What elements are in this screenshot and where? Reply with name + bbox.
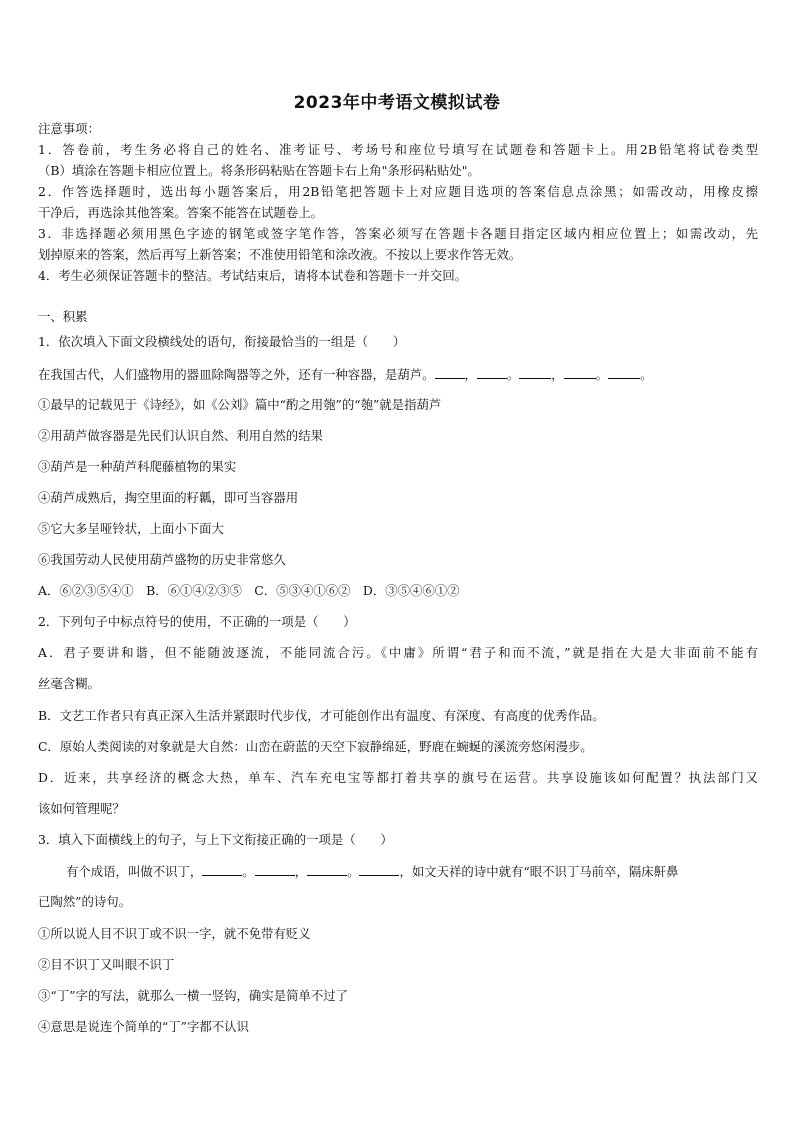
notice-line: 干净后，再选涂其他答案。答案不能答在试题卷上。 xyxy=(38,205,323,220)
question-2-choice-a: A．君子要讲和谐，但不能随波逐流，不能同流合污。《中庸》所谓“君子和而不流，”就是指在大是大非面前不能有 xyxy=(38,645,758,660)
passage-text: 在我国古代，人们盛物用的器皿除陶器等之外，还有一种容器，是葫芦。 xyxy=(38,367,435,382)
question-1-passage xyxy=(38,366,758,383)
answer-blank[interactable] xyxy=(255,863,295,876)
question-2-choice-c: C．原始人类阅读的对象就是大自然：山峦在蔚蓝的天空下寂静绵延，野鹿在蜿蜒的溪流旁悠闲漫步。 xyxy=(38,739,593,754)
question-3-stem: 3．填入下面横线上的句子，与上下文衔接正确的一项是（ ） xyxy=(38,832,393,847)
punctuation: 。 xyxy=(506,367,520,382)
question-1-option: ④葫芦成熟后，掏空里面的籽瓤，即可当容器用 xyxy=(38,490,299,505)
question-2-choice-a-cont: 丝毫含糊。 xyxy=(38,676,100,691)
question-1-option: ②用葫芦做容器是先民们认识自然、利用自然的结果 xyxy=(38,428,323,443)
punctuation: 。 xyxy=(347,864,360,879)
question-1-option: ⑤它大多呈哑铃状，上面小下面大 xyxy=(38,521,224,536)
question-1-choices: A．⑥②③⑤④① B．⑥①④②③⑤ C．⑤③④①⑥② D．③⑤④⑥①② xyxy=(38,583,460,598)
passage-text: ，如文天祥的诗中就有“眼不识丁马前卒，隔床鼾鼻 xyxy=(399,864,679,879)
answer-blank[interactable] xyxy=(307,863,347,876)
question-2-choice-b: B．文艺工作者只有真正深入生活并紧跟时代步伐，才可能创作出有温度、有深度、有高度的优秀作品。 xyxy=(38,708,605,723)
answer-blank[interactable] xyxy=(477,366,507,379)
answer-blank[interactable] xyxy=(564,366,596,379)
question-2-choice-d-cont: 该如何管理呢？ xyxy=(38,801,125,816)
answer-blank[interactable] xyxy=(435,366,465,379)
question-3-option: ②目不识丁又叫眼不识丁 xyxy=(38,957,175,972)
notice-line: 4．考生必须保证答题卡的整洁。考试结束后，请将本试卷和答题卡一并交回。 xyxy=(38,268,468,283)
question-1-option: ③葫芦是一种葫芦科爬藤植物的果实 xyxy=(38,459,237,474)
passage-text: 有个成语，叫做不识丁， xyxy=(66,864,203,879)
answer-blank[interactable] xyxy=(202,863,242,876)
question-3-passage-cont: 已陶然”的诗句。 xyxy=(38,894,132,909)
answer-blank[interactable] xyxy=(519,366,551,379)
punctuation: 。 xyxy=(242,864,255,879)
question-2-choice-d: D．近来，共享经济的概念大热，单车、汽车充电宝等都打着共享的旗号在运营。共享设施该如何配置？执法部门又 xyxy=(38,770,758,785)
question-3-option: ④意思是说连个简单的“丁”字都不认识 xyxy=(38,1019,249,1034)
section-heading: 一、积累 xyxy=(38,309,88,324)
question-1-stem: 1．依次填入下面文段横线处的语句，衔接最恰当的一组是（ ） xyxy=(38,334,406,349)
punctuation: 。 xyxy=(640,367,653,382)
question-3-option: ③“丁”字的写法，就那么一横一竖钩，确实是简单不过了 xyxy=(38,988,349,1003)
answer-blank[interactable] xyxy=(608,366,640,379)
question-2-stem: 2．下列句子中标点符号的使用，不正确的一项是（ ） xyxy=(38,614,356,629)
notice-line: 划掉原来的答案，然后再写上新答案；不准使用铅笔和涂改液。不按以上要求作答无效。 xyxy=(38,247,522,262)
notice-line: 3．非选择题必须用黑色字迹的钢笔或签字笔作答，答案必须写在答题卡各题目指定区域内相应位置上；如需改动，先 xyxy=(38,226,758,241)
question-3-option: ①所以说人目不识丁或不识一字，就不免带有贬义 xyxy=(38,926,311,941)
question-1-option: ①最早的记载见于《诗经》，如《公刘》篇中“酌之用匏”的“匏”就是指葫芦 xyxy=(38,397,442,412)
notice-line: 2．作答选择题时，选出每小题答案后，用2B铅笔把答题卡上对应题目选项的答案信息点涂黑；如需改动，用橡皮擦 xyxy=(38,184,758,199)
punctuation: ， xyxy=(551,367,564,382)
page-title: 2023年中考语文模拟试卷 xyxy=(293,93,501,113)
notice-line: 1．答卷前，考生务必将自己的姓名、准考证号、考场号和座位号填写在试题卷和答题卡上。用2B铅笔将试卷类型 xyxy=(38,142,758,157)
question-1-option: ⑥我国劳动人民使用葫芦盛物的历史非常悠久 xyxy=(38,552,286,567)
answer-blank[interactable] xyxy=(359,863,399,876)
punctuation: ， xyxy=(464,367,477,382)
punctuation: ， xyxy=(294,864,308,879)
notice-heading: 注意事项： xyxy=(38,121,100,136)
punctuation: 。 xyxy=(595,367,609,382)
question-3-passage xyxy=(66,863,758,880)
notice-line: （B）填涂在答题卡相应位置上。将条形码粘贴在答题卡右上角"条形码粘贴处"。 xyxy=(38,163,480,178)
